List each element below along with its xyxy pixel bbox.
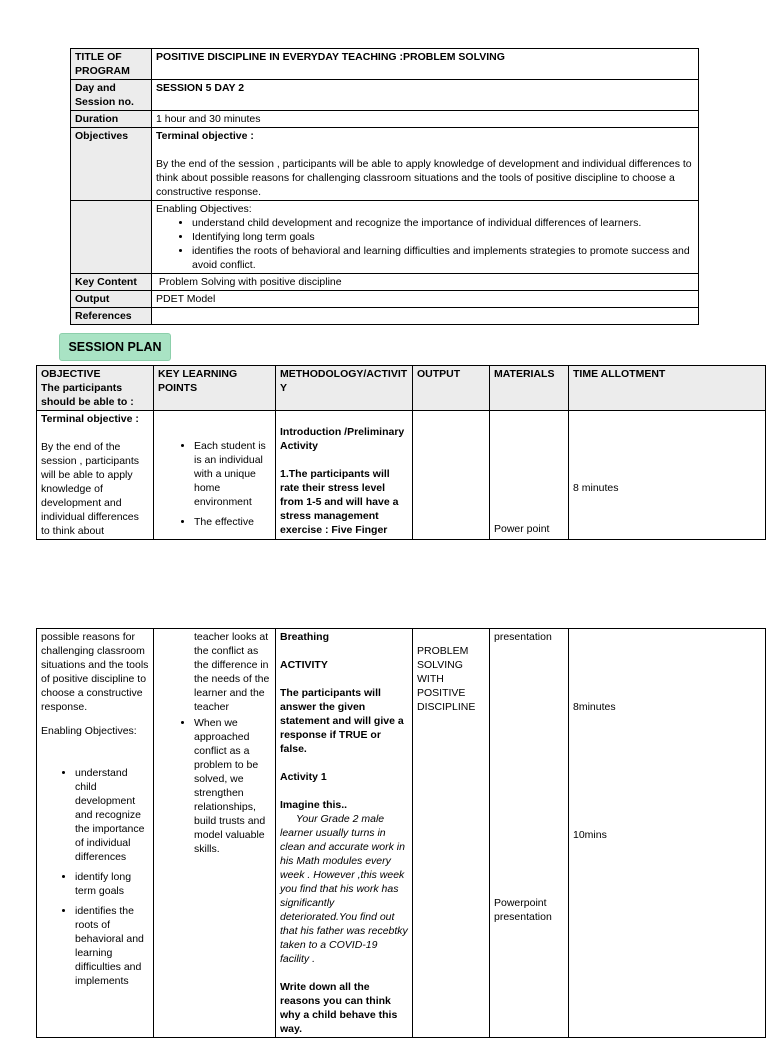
list-item: • understand child development and recognize the importance of individual differences (75, 766, 149, 864)
scenario-text: Your Grade 2 male learner usually turns in clean and accurate work in his Math modules every week . However ,this week you find that his work has significantly deteriorated.You find out that his father was recebtky taken to a COVID-19 facility . (280, 813, 408, 965)
duration-row (71, 111, 699, 128)
time-cell (569, 411, 766, 540)
key-points-continued: teacher looks at the conflict as the difference in the needs of the learner and the teacher (194, 631, 270, 713)
materials-value-2: Powerpoint presentation (494, 897, 552, 923)
title-row (71, 49, 699, 80)
terminal-objective-heading: Terminal objective : (156, 130, 254, 142)
methodology-cell (276, 411, 413, 540)
day-value: SESSION 5 DAY 2 (152, 80, 699, 111)
time-header: TIME ALLOTMENT (569, 366, 766, 411)
table-row (37, 629, 766, 1038)
intro-activity-heading: Introduction /Preliminary Activity (280, 426, 405, 452)
key-points-list (158, 716, 271, 856)
output-value: PDET Model (152, 291, 699, 308)
time-value-2: 10mins (573, 829, 607, 841)
terminal-objective-text: By the end of the session , participants will be able to apply knowledge of development and individual differences to think about possible reasons for challenging classroom situations and the tools of positive discipline to choose a constructive response. (156, 158, 692, 198)
activity-text: The participants will answer the given statement and will give a response if TRUE or false. (280, 687, 404, 755)
intro-activity-text: 1.The participants will rate their stress level from 1-5 and will have a stress management exercise : Five Finger (280, 468, 399, 536)
duration-label: Duration (71, 111, 152, 128)
terminal-objective-text: By the end of the session , participants will be able to apply knowledge of development and individual differences to think about (41, 441, 140, 537)
plan-header-row (37, 366, 766, 411)
materials-value: Power point (494, 523, 550, 535)
list-item: • When we approached conflict as a problem to be solved, we strengthen relationships, build trusts and model valuable skills. (194, 716, 271, 856)
methodology-cell (276, 629, 413, 1038)
output-header: OUTPUT (413, 366, 490, 411)
objectives-label: Objectives (71, 128, 152, 201)
title-value: POSITIVE DISCIPLINE IN EVERYDAY TEACHING :PROBLEM SOLVING (152, 49, 699, 80)
time-cell (569, 629, 766, 1038)
key-points-cell (154, 629, 276, 1038)
key-content-label: Key Content (71, 274, 152, 291)
session-plan-table (36, 365, 766, 540)
program-info-table (70, 48, 699, 325)
objective-cell (37, 629, 154, 1038)
output-value: PROBLEM SOLVING WITH POSITIVE DISCIPLINE (417, 645, 476, 713)
objective-text-cont: possible reasons for challenging classroom situations and the tools of positive discipline to choose a constructive response. (41, 631, 149, 713)
activity-heading: ACTIVITY (280, 659, 328, 671)
title-label: TITLE OF PROGRAM (71, 49, 152, 80)
references-row (71, 308, 699, 325)
terminal-objective-cell (152, 128, 699, 201)
references-label: References (71, 308, 152, 325)
list-item: • identify long term goals (75, 870, 149, 898)
activity-1-heading: Activity 1 (280, 771, 327, 783)
key-content-row (71, 274, 699, 291)
session-plan-heading: SESSION PLAN (59, 333, 171, 361)
list-item: • identifies the roots of behavioral and learning difficulties and implements strategies to promote success and avoid conflict. (192, 244, 694, 272)
write-down-text: Write down all the reasons you can think why a child behave this way. (280, 981, 398, 1035)
time-value: 8 minutes (573, 482, 619, 494)
enabling-objectives-list (156, 216, 694, 272)
objective-cell (37, 411, 154, 540)
list-item: • Identifying long term goals (192, 230, 694, 244)
materials-cell (490, 629, 569, 1038)
list-item: • understand child development and recognize the importance of individual differences of learners. (192, 216, 694, 230)
materials-value-1: presentation (494, 631, 552, 643)
imagine-heading: Imagine this.. (280, 799, 348, 811)
enabling-objectives-cell (152, 201, 699, 274)
output-row (71, 291, 699, 308)
enabling-objectives-heading: Enabling Objectives: (41, 725, 137, 737)
objectives-row (71, 128, 699, 201)
output-cell (413, 411, 490, 540)
list-item: • identifies the roots of behavioral and learning difficulties and implements (75, 904, 149, 988)
key-points-header: KEY LEARNING POINTS (154, 366, 276, 411)
key-content-value: Problem Solving with positive discipline (152, 274, 699, 291)
breathing-text: Breathing (280, 631, 330, 643)
methodology-header: METHODOLOGY/ACTIVIT Y (276, 366, 413, 411)
materials-header: MATERIALS (490, 366, 569, 411)
output-cell (413, 629, 490, 1038)
references-value (152, 308, 699, 325)
table-row (37, 411, 766, 540)
materials-cell (490, 411, 569, 540)
output-label: Output (71, 291, 152, 308)
duration-value: 1 hour and 30 minutes (152, 111, 699, 128)
enabling-objectives-heading: Enabling Objectives: (156, 203, 252, 215)
enabling-row (71, 201, 699, 274)
list-item: • Each student is is an individual with a unique home environment (194, 439, 271, 509)
key-points-list (158, 439, 271, 529)
objective-header: OBJECTIVE The participants should be able to : (37, 366, 154, 411)
day-label: Day and Session no. (71, 80, 152, 111)
key-points-cell (154, 411, 276, 540)
session-plan-table-continued (36, 628, 766, 1038)
time-value-1: 8minutes (573, 701, 616, 713)
enabling-objectives-list (41, 766, 149, 988)
list-item: • The effective (194, 515, 271, 529)
day-row (71, 80, 699, 111)
terminal-objective-heading: Terminal objective : (41, 413, 139, 425)
